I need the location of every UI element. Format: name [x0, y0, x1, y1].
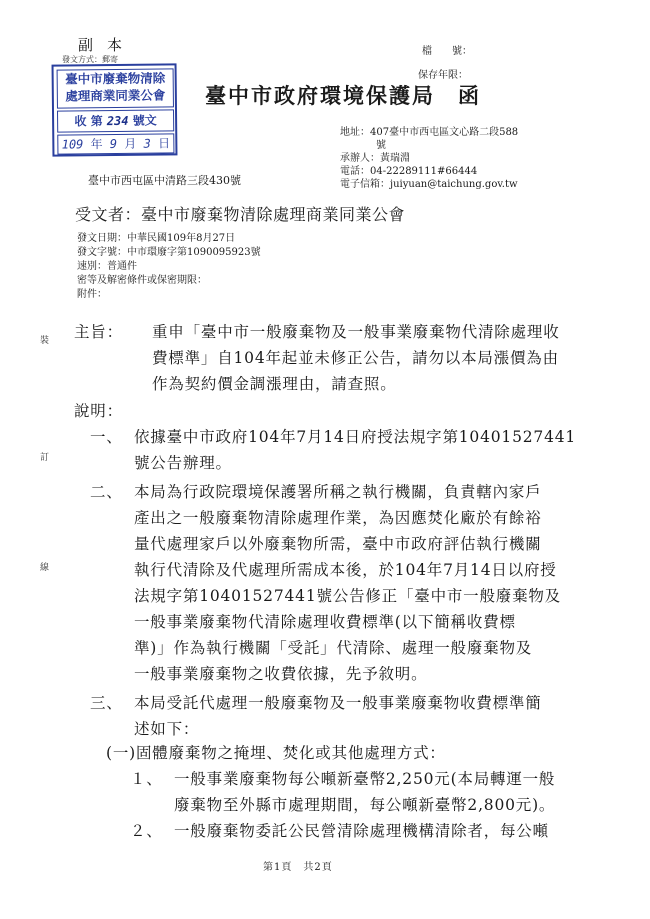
- subject-line: 重申「臺中市一般廢棄物及一般事業廢棄物代清除處理收: [152, 323, 560, 341]
- meta-date: 發文日期：中華民國109年8月27日: [77, 233, 236, 244]
- item-line: 一般事業廢棄物之收費依據，先予敘明。: [134, 665, 428, 683]
- issuer-info: [340, 126, 590, 191]
- meta-attachment: 附件：: [77, 289, 107, 300]
- sub-item-line: 一般廢棄物委託公民營清除處理機構清除者，每公噸: [174, 822, 549, 840]
- stamp-date: [57, 133, 174, 154]
- item-line: 執行代清除及代處理所需成本後，於104年7月14日以府授: [134, 561, 557, 579]
- binding-mark-2: 訂: [40, 453, 50, 463]
- stamp-date-year-unit: 年: [90, 137, 103, 152]
- sub-item-text: [174, 766, 555, 818]
- item-line: 一般事業廢棄物代清除處理收費標準(以下簡稱收費標: [134, 613, 516, 631]
- item-line: 法規字第10401527441號公告修正「臺中市一般廢棄物及: [134, 587, 561, 605]
- subject-line: 作為契約價金調漲理由，請查照。: [152, 375, 397, 393]
- meta-doc-no: 發文字號：中市環廢字第1090095923號: [77, 247, 261, 258]
- item-number: 三、: [90, 694, 123, 712]
- explanation-label: 說明：: [74, 402, 123, 420]
- item-line: 產出之一般廢棄物清除處理作業，為因應焚化廠於有餘裕: [134, 509, 542, 527]
- subject-label: 主旨：: [74, 323, 123, 341]
- item-number: 一、: [90, 428, 123, 446]
- copy-label: 副本: [78, 36, 137, 54]
- stamp-name-line2: 處理商業同業公會: [65, 87, 166, 104]
- issuer-phone: 電話：04-22289111#66444: [340, 166, 478, 177]
- meta-secrecy: 密等及解密條件或保密期限：: [77, 275, 207, 286]
- item-line: 本局受託代處理一般廢棄物及一般事業廢棄物收費標準簡: [134, 694, 542, 712]
- sub-item-line: 一般事業廢棄物每公噸新臺幣2,250元(本局轉運一般: [174, 770, 556, 788]
- stamp-date-year: 109: [61, 137, 84, 152]
- item-line: 本局為行政院環境保護署所稱之執行機關，負責轄內家戶: [134, 483, 542, 501]
- stamp-receive-label: 第: [90, 114, 103, 129]
- page-footer: 第1頁 共2頁: [263, 862, 333, 873]
- recipient-address: 臺中市西屯區中清路三段430號: [88, 174, 241, 187]
- meta-speed: 速別：普通件: [77, 261, 137, 272]
- item-line: 準)」作為執行機關「受託」代清除、處理一般廢棄物及: [134, 639, 533, 657]
- item-line: 量代處理家戶以外廢棄物所需，臺中市政府評估執行機關: [134, 535, 542, 553]
- item-line: 述如下：: [134, 720, 200, 738]
- issuer-address-line2: 號: [376, 140, 386, 151]
- file-number-label: 檔 號：: [422, 46, 472, 57]
- document-title: 臺中市政府環境保護局 函: [205, 83, 481, 108]
- item-number: 二、: [90, 483, 123, 501]
- stamp-receive-suffix: 號文: [132, 113, 157, 128]
- retention-label: 保存年限：: [418, 70, 468, 81]
- issuer-address-line1: 地址：407臺中市西屯區文心路二段588: [340, 127, 519, 138]
- stamp-date-day: 3: [143, 136, 151, 151]
- receiver: 受文者：臺中市廢棄物清除處理商業同業公會: [75, 205, 406, 224]
- binding-mark-3: 線: [40, 563, 50, 573]
- stamp-association-name: [57, 68, 174, 108]
- sub-item-number: １、: [130, 770, 163, 788]
- subject-text: [152, 319, 560, 397]
- subject-line: 費標準」自104年起並未修正公告，請勿以本局漲價為由: [152, 349, 559, 367]
- stamp-date-day-unit: 日: [157, 136, 171, 151]
- item-line: 依據臺中市政府104年7月14日府授法規字第10401527441: [134, 428, 577, 446]
- item-line: 號公告辦理。: [134, 454, 232, 472]
- send-method: 發文方式：郵寄: [62, 55, 118, 64]
- issuer-contact: 承辦人：黃瑞淵: [340, 153, 410, 164]
- receipt-stamp: [52, 63, 178, 156]
- sub-item-line: 廢棄物至外縣市處理期間，每公噸新臺幣2,800元)。: [174, 796, 556, 814]
- sub-item-number: ２、: [130, 822, 163, 840]
- sub-heading: (一)固體廢棄物之掩埋、焚化或其他處理方式：: [106, 744, 446, 762]
- document-meta: [77, 232, 261, 302]
- stamp-date-month-unit: 月: [124, 136, 137, 151]
- stamp-receive-prefix: 收: [74, 114, 87, 129]
- issuer-email: 電子信箱：juiyuan@taichung.gov.tw: [340, 179, 518, 190]
- item-text: [134, 690, 542, 742]
- stamp-date-month: 9: [109, 136, 118, 152]
- binding-mark-1: 裝: [40, 336, 50, 346]
- sub-item-text: [174, 818, 549, 844]
- item-text: [134, 424, 576, 476]
- stamp-receive-number: [57, 109, 174, 132]
- stamp-receive-number-value: 234: [106, 113, 129, 129]
- item-text: [134, 479, 561, 687]
- stamp-name-line1: 臺中市廢棄物清除: [65, 70, 166, 87]
